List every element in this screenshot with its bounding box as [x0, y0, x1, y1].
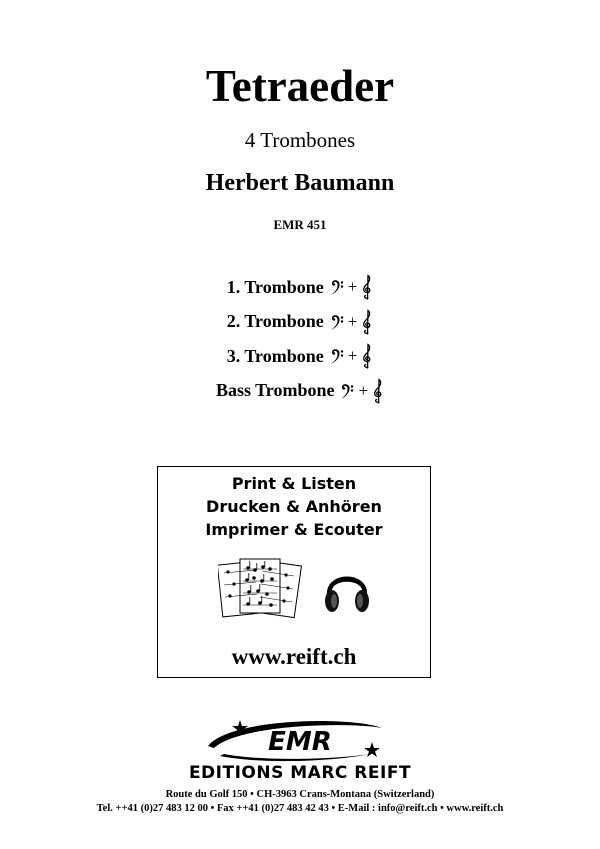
treble-clef-icon	[361, 274, 373, 300]
plus-sign: +	[347, 311, 358, 331]
publisher-contact: Tel. ++41 (0)27 483 12 00 • Fax ++41 (0)27 483 42 43 • E-Mail : info@reift.ch • www.reift.ch	[96, 803, 504, 814]
part-label: Bass Trombone	[215, 380, 335, 401]
bass-clef-icon	[330, 313, 344, 331]
promo-website-link[interactable]: www.reift.ch	[231, 644, 357, 669]
bass-clef-icon	[330, 278, 344, 296]
part-item	[0, 374, 600, 409]
publisher-name: EDITIONS MARC REIFT	[188, 763, 412, 783]
catalog-number: EMR 451	[273, 217, 327, 232]
composer-name: Herbert Baumann	[205, 170, 395, 196]
bass-clef-icon	[330, 347, 344, 365]
instrumentation-subtitle: 4 Trombones	[244, 128, 356, 152]
part-item	[0, 305, 600, 340]
treble-clef-icon	[361, 309, 373, 335]
treble-clef-icon	[361, 343, 373, 369]
promo-line-german: Drucken & Anhören	[206, 497, 382, 516]
part-label: 3. Trombone	[226, 345, 324, 366]
print-listen-box	[157, 466, 431, 678]
part-label: 1. Trombone	[226, 276, 324, 297]
plus-sign: +	[347, 346, 358, 366]
parts-list	[0, 270, 600, 408]
bass-clef-icon	[340, 382, 354, 400]
plus-sign: +	[358, 380, 369, 400]
promo-line-french: Imprimer & Ecouter	[205, 520, 383, 539]
promo-line-english: Print & Listen	[231, 474, 357, 493]
part-item	[0, 270, 600, 305]
emr-logo	[200, 716, 400, 766]
treble-clef-icon	[372, 378, 384, 404]
plus-sign: +	[347, 277, 358, 297]
part-label: 2. Trombone	[226, 311, 324, 332]
publisher-address: Route du Golf 150 • CH-3963 Crans-Montana (Switzerland)	[165, 789, 435, 800]
headphones-icon	[323, 563, 371, 615]
logo-text: EMR	[268, 727, 332, 757]
part-item	[0, 339, 600, 374]
page-title: Tetraeder	[205, 61, 395, 111]
sheet-music-icon	[218, 557, 302, 621]
